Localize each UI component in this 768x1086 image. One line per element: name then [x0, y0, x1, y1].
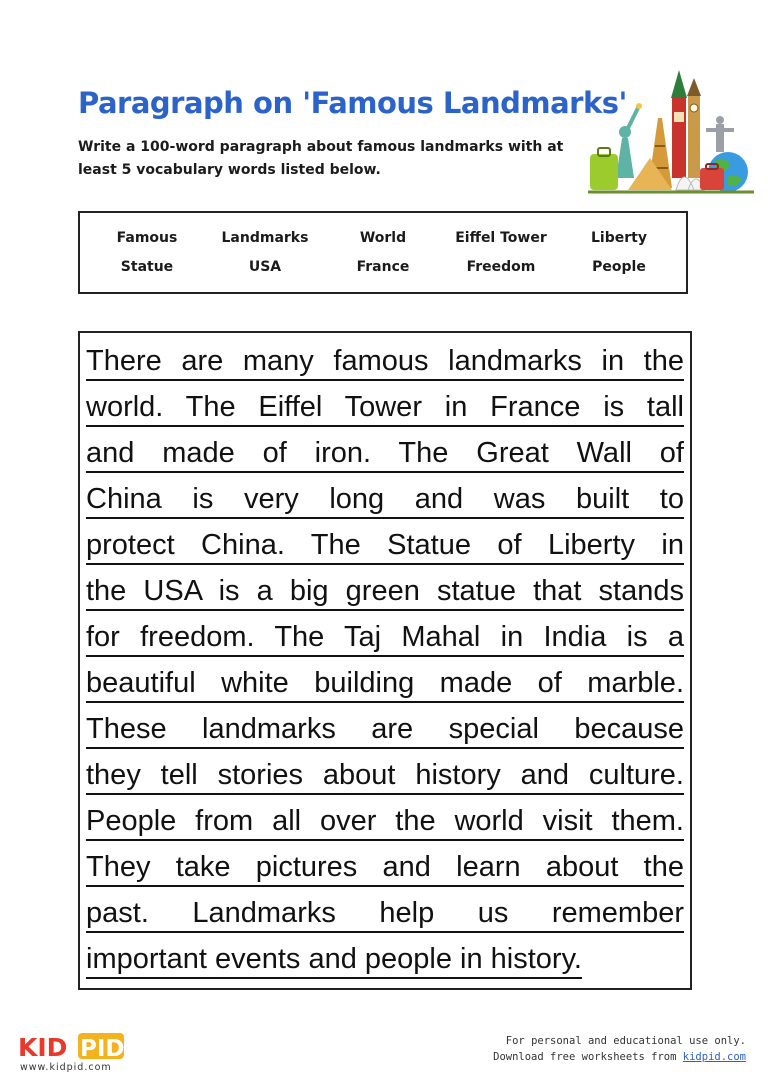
paragraph-line: These landmarks are special because: [86, 711, 684, 749]
instructions: Write a 100-word paragraph about famous landmarks with at least 5 vocabulary words listed below.: [78, 139, 564, 178]
vocab-word: Freedom: [466, 259, 536, 276]
footer-line: For personal and educational use only.: [505, 1035, 746, 1047]
svg-text:KID: KID: [18, 1033, 68, 1061]
logo-url: www.kidpid.com: [20, 1062, 112, 1073]
vocab-word: Eiffel Tower: [455, 229, 547, 246]
paragraph-line: world. The Eiffel Tower in France is tall: [86, 389, 684, 427]
paragraph-line: beautiful white building made of marble.: [86, 665, 684, 703]
footer-line: [493, 1049, 746, 1065]
vocab-word: Statue: [120, 259, 174, 276]
paragraph-line: There are many famous landmarks in the: [86, 343, 684, 381]
kidpid-logo-icon: [16, 1031, 126, 1061]
paragraph-line: the USA is a big green statue that stands: [86, 573, 684, 611]
vocab-word: People: [592, 259, 646, 276]
vocab-word: Landmarks: [221, 229, 309, 246]
svg-text:PID: PID: [80, 1036, 125, 1061]
paragraph-line: They take pictures and learn about the: [86, 849, 684, 887]
footer-prefix: Download free worksheets from: [493, 1051, 683, 1063]
paragraph-line: they tell stories about history and culture.: [86, 757, 684, 795]
paragraph-line: and made of iron. The Great Wall of: [86, 435, 684, 473]
vocab-word: Famous: [116, 229, 178, 246]
paragraph-line: past. Landmarks help us remember: [86, 895, 684, 933]
footer-link[interactable]: kidpid.com: [682, 1051, 746, 1063]
paragraph-line: important events and people in history.: [86, 941, 582, 979]
paragraph-line: protect China. The Statue of Liberty in: [86, 527, 684, 565]
vocab-word: USA: [248, 259, 282, 276]
landmarks-illustration-icon: [588, 68, 754, 204]
vocab-word: World: [359, 229, 407, 246]
paragraph-line: China is very long and was built to: [86, 481, 684, 519]
paragraph-line: People from all over the world visit them.: [86, 803, 684, 841]
footer: [493, 1033, 746, 1065]
vocabulary-box: [78, 211, 688, 294]
paragraph-line: for freedom. The Taj Mahal in India is a: [86, 619, 684, 657]
vocab-word: France: [356, 259, 410, 276]
paragraph-box: [78, 331, 692, 990]
page-title: Paragraph on 'Famous Landmarks': [78, 86, 627, 120]
vocab-word: Liberty: [591, 229, 647, 246]
